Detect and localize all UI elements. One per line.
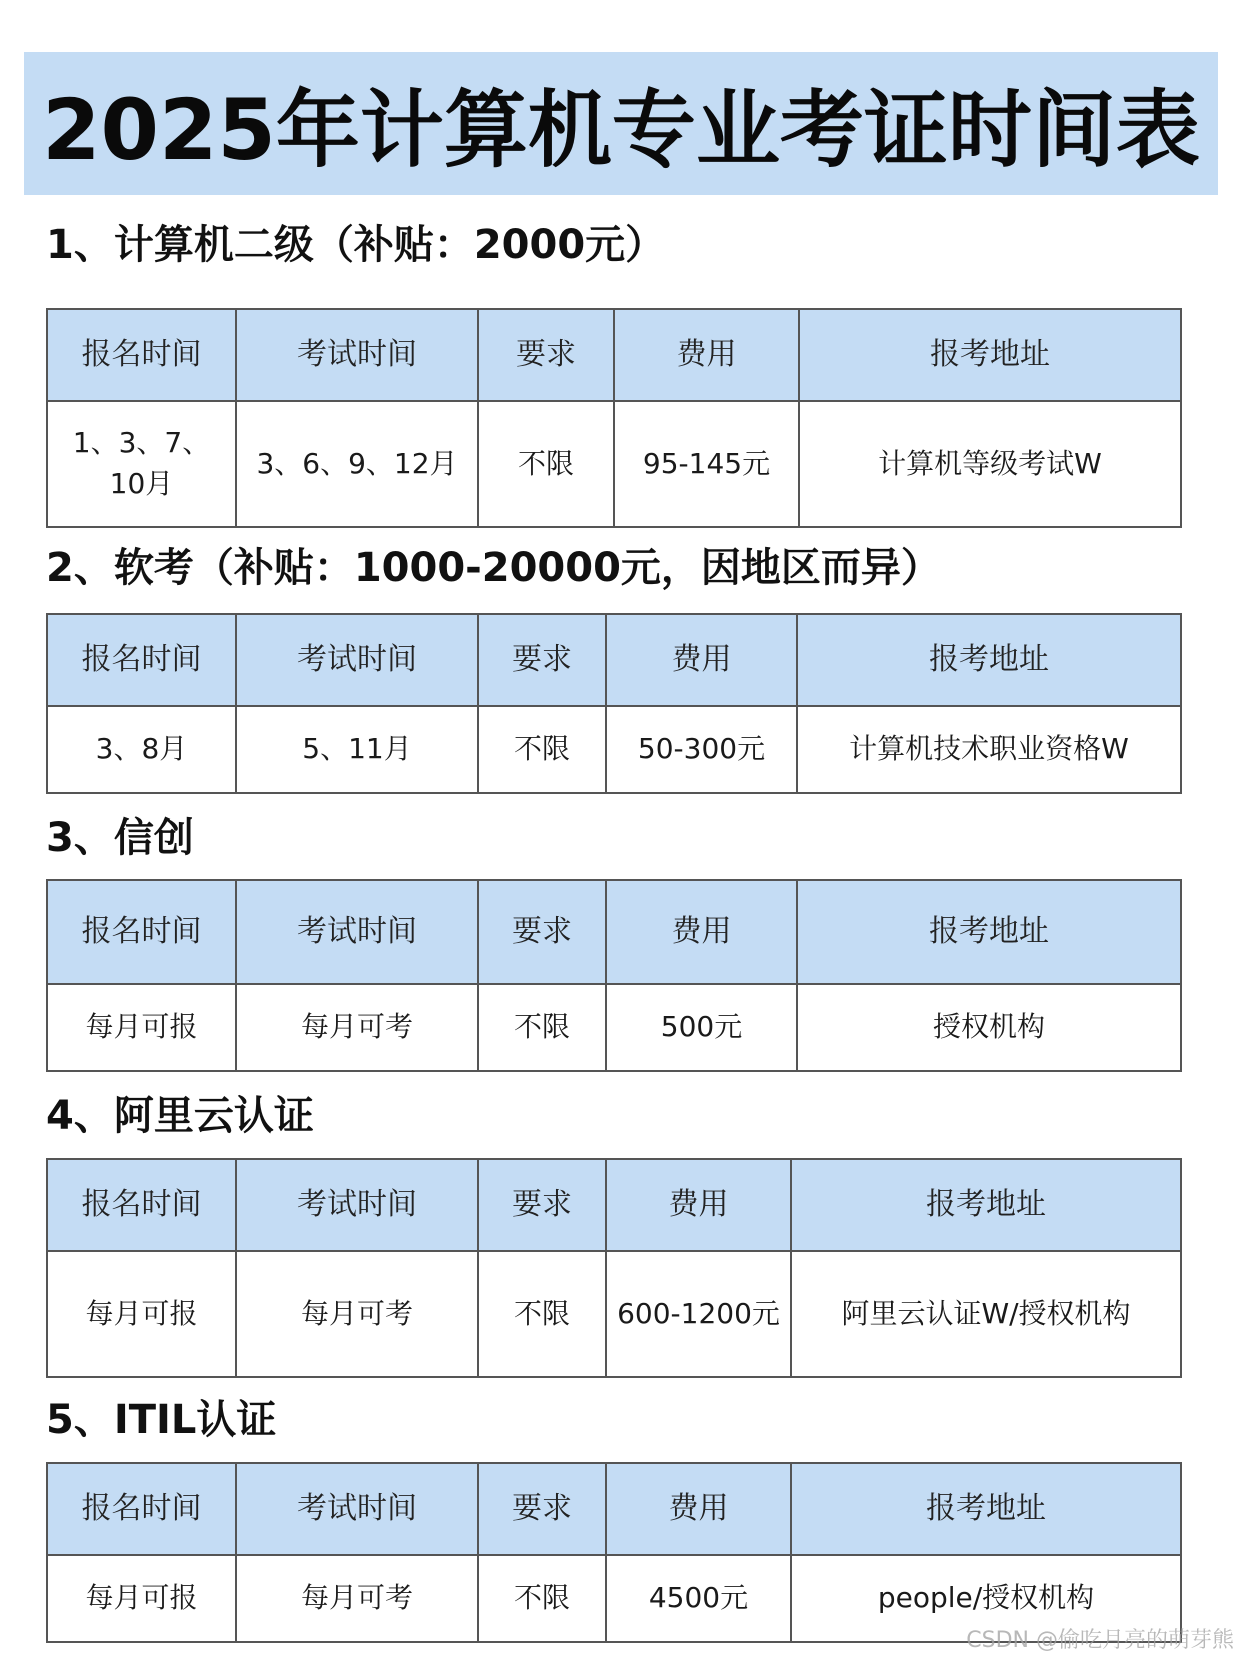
title-banner	[24, 52, 1218, 195]
table-row	[47, 1251, 1181, 1377]
cell-requirement: 不限	[478, 706, 606, 793]
table-header-row	[47, 309, 1181, 401]
header-requirement: 要求	[478, 614, 606, 706]
cell-fee: 50-300元	[606, 706, 797, 793]
table-header-row	[47, 880, 1181, 984]
header-exam-time: 考试时间	[236, 1159, 478, 1251]
cell-exam-time: 每月可考	[236, 984, 478, 1071]
cell-site: 授权机构	[797, 984, 1181, 1071]
exam-table-4	[46, 1158, 1182, 1378]
cell-site: 计算机技术职业资格W	[797, 706, 1181, 793]
cell-requirement: 不限	[478, 1251, 606, 1377]
header-exam-time: 考试时间	[236, 880, 478, 984]
cell-signup-time: 1、3、7、10月	[47, 401, 236, 527]
cell-site: 计算机等级考试W	[799, 401, 1181, 527]
watermark: CSDN @偷吃月亮的萌芽熊	[966, 1628, 1234, 1653]
cell-signup-time: 每月可报	[47, 1251, 236, 1377]
table-row	[47, 984, 1181, 1071]
exam-table-2	[46, 613, 1182, 794]
header-fee: 费用	[606, 1159, 791, 1251]
cell-fee: 4500元	[606, 1555, 791, 1642]
cell-signup-time: 3、8月	[47, 706, 236, 793]
section-title-3: 3、信创	[46, 815, 194, 861]
header-exam-time: 考试时间	[236, 614, 478, 706]
header-site: 报考地址	[799, 309, 1181, 401]
header-exam-time: 考试时间	[236, 1463, 478, 1555]
table-header-row	[47, 1463, 1181, 1555]
cell-site: people/授权机构	[791, 1555, 1181, 1642]
cell-exam-time: 5、11月	[236, 706, 478, 793]
table-header-row	[47, 1159, 1181, 1251]
header-site: 报考地址	[797, 614, 1181, 706]
section-title-5: 5、ITIL认证	[46, 1397, 277, 1443]
exam-table-5	[46, 1462, 1182, 1643]
header-requirement: 要求	[478, 1159, 606, 1251]
cell-exam-time: 3、6、9、12月	[236, 401, 478, 527]
header-signup-time: 报名时间	[47, 309, 236, 401]
header-exam-time: 考试时间	[236, 309, 478, 401]
cell-requirement: 不限	[478, 401, 614, 527]
header-requirement: 要求	[478, 309, 614, 401]
cell-fee: 600-1200元	[606, 1251, 791, 1377]
cell-requirement: 不限	[478, 1555, 606, 1642]
cell-signup-time: 每月可报	[47, 1555, 236, 1642]
cell-site: 阿里云认证W/授权机构	[791, 1251, 1181, 1377]
header-site: 报考地址	[791, 1463, 1181, 1555]
header-signup-time: 报名时间	[47, 1159, 236, 1251]
exam-table-3	[46, 879, 1182, 1072]
table-row	[47, 401, 1181, 527]
header-requirement: 要求	[478, 1463, 606, 1555]
header-signup-time: 报名时间	[47, 880, 236, 984]
page-title: 2025年计算机专业考证时间表	[42, 81, 1200, 179]
header-signup-time: 报名时间	[47, 1463, 236, 1555]
header-signup-time: 报名时间	[47, 614, 236, 706]
cell-fee: 500元	[606, 984, 797, 1071]
table-header-row	[47, 614, 1181, 706]
header-fee: 费用	[606, 614, 797, 706]
header-fee: 费用	[606, 1463, 791, 1555]
cell-exam-time: 每月可考	[236, 1251, 478, 1377]
section-title-1: 1、计算机二级（补贴：2000元）	[46, 222, 666, 268]
cell-requirement: 不限	[478, 984, 606, 1071]
header-site: 报考地址	[791, 1159, 1181, 1251]
cell-signup-time: 每月可报	[47, 984, 236, 1071]
header-requirement: 要求	[478, 880, 606, 984]
section-title-2: 2、软考（补贴：1000-20000元，因地区而异）	[46, 545, 941, 591]
header-site: 报考地址	[797, 880, 1181, 984]
section-title-4: 4、阿里云认证	[46, 1093, 314, 1139]
header-fee: 费用	[614, 309, 799, 401]
cell-fee: 95-145元	[614, 401, 799, 527]
header-fee: 费用	[606, 880, 797, 984]
exam-table-1	[46, 308, 1182, 528]
table-row	[47, 706, 1181, 793]
cell-exam-time: 每月可考	[236, 1555, 478, 1642]
